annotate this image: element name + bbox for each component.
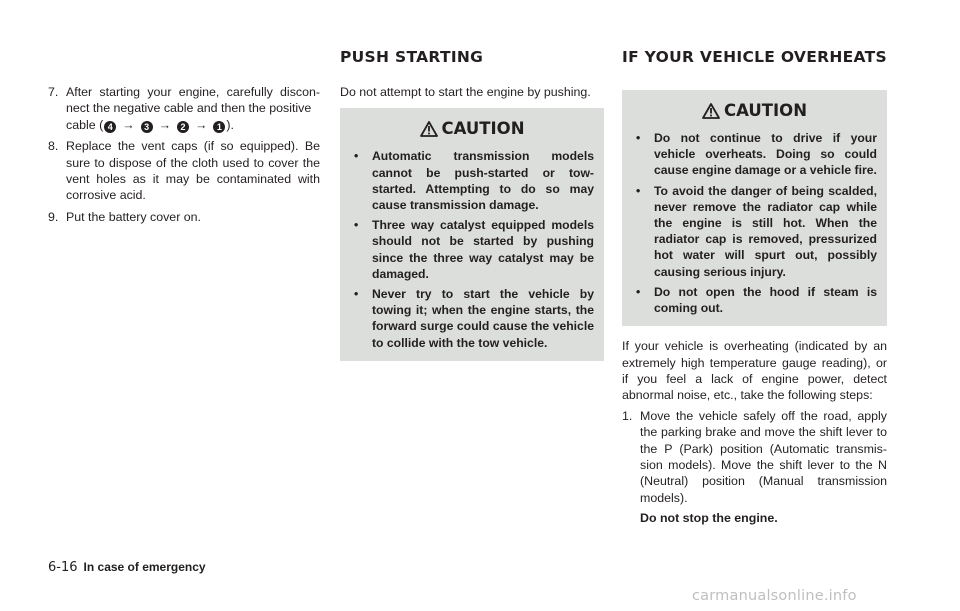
- warning-triangle-icon: [420, 121, 438, 137]
- bullet: •: [636, 131, 641, 145]
- step-9: [48, 209, 320, 225]
- caution-item: [350, 148, 594, 213]
- warning-triangle-icon: [702, 103, 720, 119]
- overheats-heading: IF YOUR VEHICLE OVERHEATS: [622, 48, 887, 66]
- middle-column: [340, 84, 604, 361]
- page-footer: [48, 560, 206, 575]
- caution-text: Three way catalyst equipped models should not be started by pushing since the three way catalyst may be damaged.: [372, 218, 594, 281]
- bullet: •: [354, 149, 359, 164]
- step-7: [48, 84, 320, 133]
- step-number: 7.: [48, 85, 59, 99]
- cable-prefix: cable (: [66, 117, 104, 132]
- bullet: •: [636, 284, 641, 299]
- terminal-number-2: 2: [177, 121, 189, 133]
- caution-item: [350, 217, 594, 282]
- caution-text: Never try to start the vehicle by towing it; when the engine starts, the forward surge could cause the vehicle to collide with the tow vehicle.: [372, 287, 594, 350]
- step-number: 9.: [48, 209, 59, 224]
- arrow-icon: →: [122, 117, 135, 132]
- step-text: Put the battery cover on.: [66, 209, 201, 224]
- step-8: [48, 138, 320, 204]
- caution-title: CAUTION: [441, 119, 525, 139]
- bullet: •: [354, 218, 359, 233]
- caution-text: Automatic transmission models cannot be push-started or tow-started. Attempting to do so may cause transmission damage.: [372, 149, 594, 213]
- terminal-number-4: 4: [104, 121, 116, 133]
- cable-suffix: ).: [226, 117, 234, 132]
- right-column: [622, 90, 887, 532]
- caution-text: Do not continue to drive if your vehicle overheats. Doing so could cause engine damage or a vehicle fire.: [654, 131, 877, 178]
- step-text: After starting your engine, carefully discon-nect the negative cable and then the positive: [66, 85, 320, 116]
- arrow-icon: →: [158, 117, 171, 132]
- terminal-number-3: 3: [141, 121, 153, 133]
- caution-box: [340, 108, 604, 360]
- terminal-number-1: 1: [213, 121, 225, 133]
- bullet: •: [636, 183, 641, 198]
- step-text: Replace the vent caps (if so equipped). Be sure to dispose of the cloth used to cover the vent holes as it may be contaminated with corrosive acid.: [66, 139, 320, 203]
- cable-sequence: [66, 117, 320, 133]
- overheat-intro: If your vehicle is overheating (indicated by an extremely high temperature gauge reading), or if you feel a lack of engine power, detect abnormal noise, etc., take the following steps:: [622, 339, 887, 403]
- caution-item: [632, 130, 877, 179]
- step-number: 1.: [622, 408, 633, 423]
- caution-item: [632, 284, 877, 316]
- do-not-stop-engine: Do not stop the engine.: [640, 511, 778, 526]
- caution-text: To avoid the danger of being scalded, never remove the radiator cap while the engine is still hot. When the radiator cap is removed, pressurized hot water will spurt out, possibly causing serious injury.: [654, 183, 877, 279]
- caution-title: CAUTION: [724, 101, 807, 120]
- caution-header: [350, 114, 594, 144]
- push-start-intro: Do not attempt to start the engine by pushing.: [340, 85, 591, 99]
- step-1: [622, 408, 887, 527]
- caution-header: [632, 96, 877, 126]
- caution-text: Do not open the hood if steam is coming out.: [654, 284, 877, 316]
- chapter-title: In case of emergency: [83, 560, 206, 574]
- push-starting-heading: PUSH STARTING: [340, 48, 484, 66]
- step-number: 8.: [48, 139, 59, 154]
- caution-item: [632, 183, 877, 280]
- left-column: [48, 84, 320, 230]
- step-text: Move the vehicle safely off the road, apply the parking brake and move the shift lever to the P (Park) position (Automatic transmis-sion models). Move the shift lever to the N (Neutral) position (Manual transmission models).: [640, 408, 887, 505]
- arrow-icon: →: [194, 117, 208, 132]
- caution-box: [622, 90, 887, 326]
- page-number: 6-16: [48, 560, 78, 575]
- caution-item: [350, 286, 594, 351]
- watermark: carmanualsonline.info: [692, 588, 857, 604]
- bullet: •: [354, 287, 359, 302]
